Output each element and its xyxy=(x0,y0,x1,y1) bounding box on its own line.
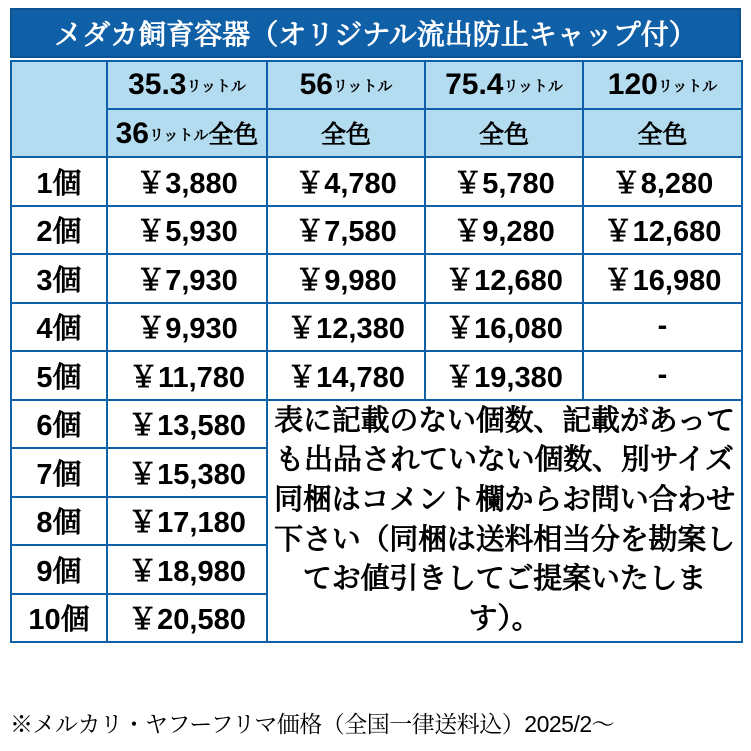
price-r1-c2: ￥4,780 xyxy=(267,157,425,206)
header-size-col-4 xyxy=(583,61,742,109)
price-r4-c1: ￥9,930 xyxy=(107,303,267,352)
price-r7-c1: ￥15,380 xyxy=(107,448,267,497)
header-size-unit-1: リットル xyxy=(186,77,246,95)
table-row xyxy=(11,206,742,255)
header-corner-cell xyxy=(11,61,107,157)
price-r4-c2: ￥12,380 xyxy=(267,303,425,352)
row-qty-5: 5個 xyxy=(11,351,107,400)
price-r2-c4: ￥12,680 xyxy=(583,206,742,255)
row-qty-9: 9個 xyxy=(11,545,107,594)
price-r4-c4: - xyxy=(583,303,742,352)
row-qty-2: 2個 xyxy=(11,206,107,255)
row-qty-7: 7個 xyxy=(11,448,107,497)
row-qty-1: 1個 xyxy=(11,157,107,206)
row-qty-6: 6個 xyxy=(11,400,107,449)
price-r4-c3: ￥16,080 xyxy=(425,303,583,352)
price-r3-c1: ￥7,930 xyxy=(107,254,267,303)
header-size-value-3: 75.4 xyxy=(445,68,504,101)
footer-note: ※メルカリ・ヤフーフリマ価格（全国一律送料込）2025/2～ xyxy=(10,711,615,737)
table-row xyxy=(11,400,742,449)
row-qty-4: 4個 xyxy=(11,303,107,352)
header-color-col-1 xyxy=(107,109,267,157)
header-color-label-2: 全色 xyxy=(320,121,371,149)
title-bar xyxy=(10,8,741,58)
price-r3-c4: ￥16,980 xyxy=(583,254,742,303)
header-size-unit-2: リットル xyxy=(332,77,393,95)
header-color-col-3 xyxy=(425,109,583,157)
price-r3-c3: ￥12,680 xyxy=(425,254,583,303)
row-qty-3: 3個 xyxy=(11,254,107,303)
price-r2-c1: ￥5,930 xyxy=(107,206,267,255)
price-r3-c2: ￥9,980 xyxy=(267,254,425,303)
header-color-label-4: 全色 xyxy=(637,121,688,149)
header-color-label-3: 全色 xyxy=(478,121,529,149)
price-r5-c1: ￥11,780 xyxy=(107,351,267,400)
price-r2-c3: ￥9,280 xyxy=(425,206,583,255)
header-size-unit-4: リットル xyxy=(657,77,718,95)
price-r5-c2: ￥14,780 xyxy=(267,351,425,400)
header-size-value-2: 56 xyxy=(299,68,333,101)
header-size-col-1 xyxy=(107,61,267,109)
header-color-label-1: 全色 xyxy=(208,121,259,149)
header-subsize-value-1: 36 xyxy=(115,117,149,150)
header-size-value-1: 35.3 xyxy=(128,68,187,101)
price-r9-c1: ￥18,980 xyxy=(107,545,267,594)
row-qty-8: 8個 xyxy=(11,497,107,546)
price-r8-c1: ￥17,180 xyxy=(107,497,267,546)
row-qty-10: 10個 xyxy=(11,594,107,643)
header-subsize-unit-1: リットル xyxy=(148,126,209,144)
price-r5-c4: - xyxy=(583,351,742,400)
table-row xyxy=(11,254,742,303)
header-size-unit-3: リットル xyxy=(503,77,563,95)
price-r10-c1: ￥20,580 xyxy=(107,594,267,643)
price-r6-c1: ￥13,580 xyxy=(107,400,267,449)
note-text: 表に記載のない個数、記載があっても出品されていない個数、別サイズ同梱はコメント欄からお問い合わせ下さい（同梱は送料相当分を勘案してお値引きしてご提案いたします）。 xyxy=(267,400,742,643)
price-r1-c1: ￥3,880 xyxy=(107,157,267,206)
header-size-col-2 xyxy=(267,61,425,109)
price-table xyxy=(10,60,743,643)
price-r5-c3: ￥19,380 xyxy=(425,351,583,400)
header-color-col-2 xyxy=(267,109,425,157)
page-title: メダカ飼育容器（オリジナル流出防止キャップ付） xyxy=(54,19,697,50)
price-r2-c2: ￥7,580 xyxy=(267,206,425,255)
price-r1-c3: ￥5,780 xyxy=(425,157,583,206)
table-row xyxy=(11,351,742,400)
header-size-value-4: 120 xyxy=(607,68,658,101)
table-header-size-row xyxy=(11,61,742,109)
table-header-color-row xyxy=(11,109,742,157)
header-size-col-3 xyxy=(425,61,583,109)
table-row xyxy=(11,303,742,352)
table-row xyxy=(11,157,742,206)
price-r1-c4: ￥8,280 xyxy=(583,157,742,206)
header-color-col-4 xyxy=(583,109,742,157)
